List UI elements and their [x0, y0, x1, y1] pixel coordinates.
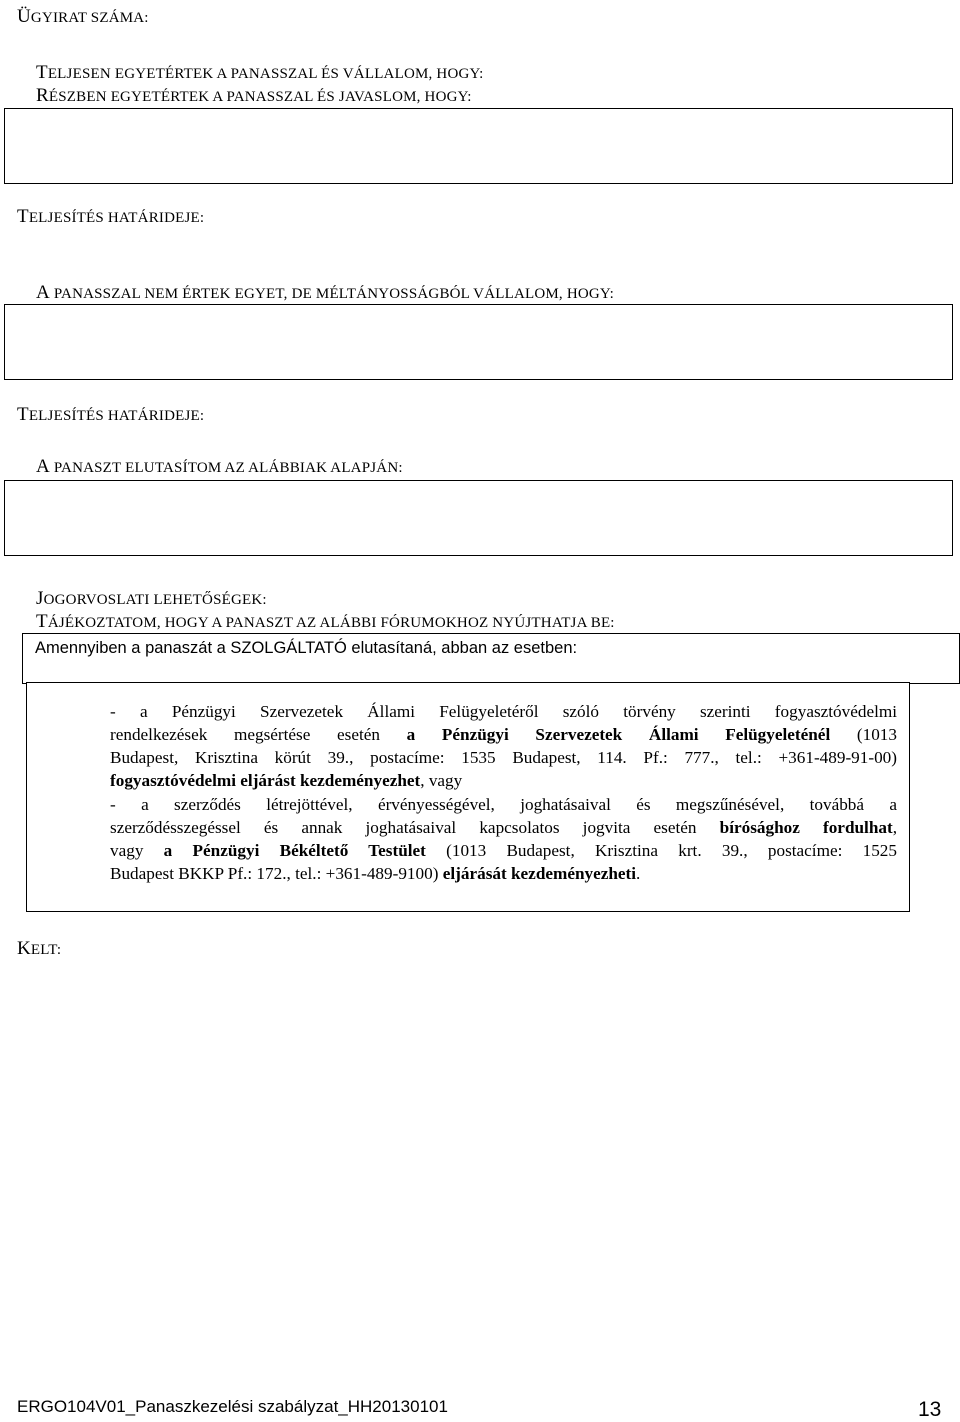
remedy-1-line-1: - a Pénzügyi Szervezetek Állami Felügyeletéről szóló törvény szerinti fogyasztóvédelmi — [110, 702, 897, 721]
equity-text-box[interactable] — [4, 304, 953, 380]
footer-doc-id: ERGO104V01_Panaszkezelési szabályzat_HH20130101 — [17, 1397, 448, 1416]
case-number-label: ÜGYIRAT SZÁMA: — [17, 6, 149, 27]
reject-label: A PANASZT ELUTASÍTOM AZ ALÁBBIAK ALAPJÁN: — [36, 456, 403, 477]
equity-label: A PANASSZAL NEM ÉRTEK EGYET, DE MÉLTÁNYOSSÁGBÓL VÁLLALOM, HOGY: — [36, 282, 614, 303]
remedy-intro-text: Amennyiben a panaszát a SZOLGÁLTATÓ elutasítaná, abban az esetben: — [35, 639, 578, 657]
remedy-1-line-2: rendelkezések megsértése esetén a Pénzügyi Szervezetek Állami Felügyeleténél (1013 — [110, 725, 897, 744]
agree-text-box[interactable] — [4, 108, 953, 184]
remedy-2-line-4: Budapest BKKP Pf.: 172., tel.: +361-489-9100) eljárását kezdeményezheti. — [110, 864, 641, 883]
remedy-2-line-3: vagy a Pénzügyi Békéltető Testület (1013 Budapest, Krisztina krt. 39., postacíme: 1525 — [110, 841, 897, 860]
remedy-2-line-2: szerződésszegéssel és annak joghatásaival kapcsolatos jogvita esetén bírósághoz fordulhat, — [110, 818, 898, 837]
remedy-1-line-3: Budapest, Krisztina körút 39., postacíme: 1535 Budapest, 114. Pf.: 777., tel.: +361-489-91-00) — [110, 748, 897, 767]
board-name: a Pénzügyi Békéltető Testület — [163, 841, 426, 860]
inform-label: TÁJÉKOZTATOM, HOGY A PANASZT AZ ALÁBBI FÓRUMOKHOZ NYÚJTHATJA BE: — [36, 611, 615, 632]
remedy-2-line-1: - a szerződés létrejöttével, érvényességével, joghatásaival és megszűnésével, továbbá a — [110, 795, 897, 814]
remedies-label: JOGORVOSLATI LEHETŐSÉGEK: — [36, 588, 267, 609]
remedy-intro-box — [22, 633, 960, 684]
deadline-label-2: TELJESÍTÉS HATÁRIDEJE: — [17, 404, 205, 425]
remedy-1-line-4: fogyasztóvédelmi eljárást kezdeményezhet, vagy — [110, 771, 463, 790]
agree-partial-label: RÉSZBEN EGYETÉRTEK A PANASSZAL ÉS JAVASLOM, HOGY: — [36, 85, 472, 106]
page-number: 13 — [918, 1398, 942, 1421]
deadline-label-1: TELJESÍTÉS HATÁRIDEJE: — [17, 206, 205, 227]
authority-name: a Pénzügyi Szervezetek Állami Felügyeleténél — [406, 725, 831, 744]
agree-full-label: TELJESEN EGYETÉRTEK A PANASSZAL ÉS VÁLLALOM, HOGY: — [36, 62, 484, 83]
date-label: KELT: — [17, 938, 62, 959]
reject-text-box[interactable] — [4, 480, 953, 556]
